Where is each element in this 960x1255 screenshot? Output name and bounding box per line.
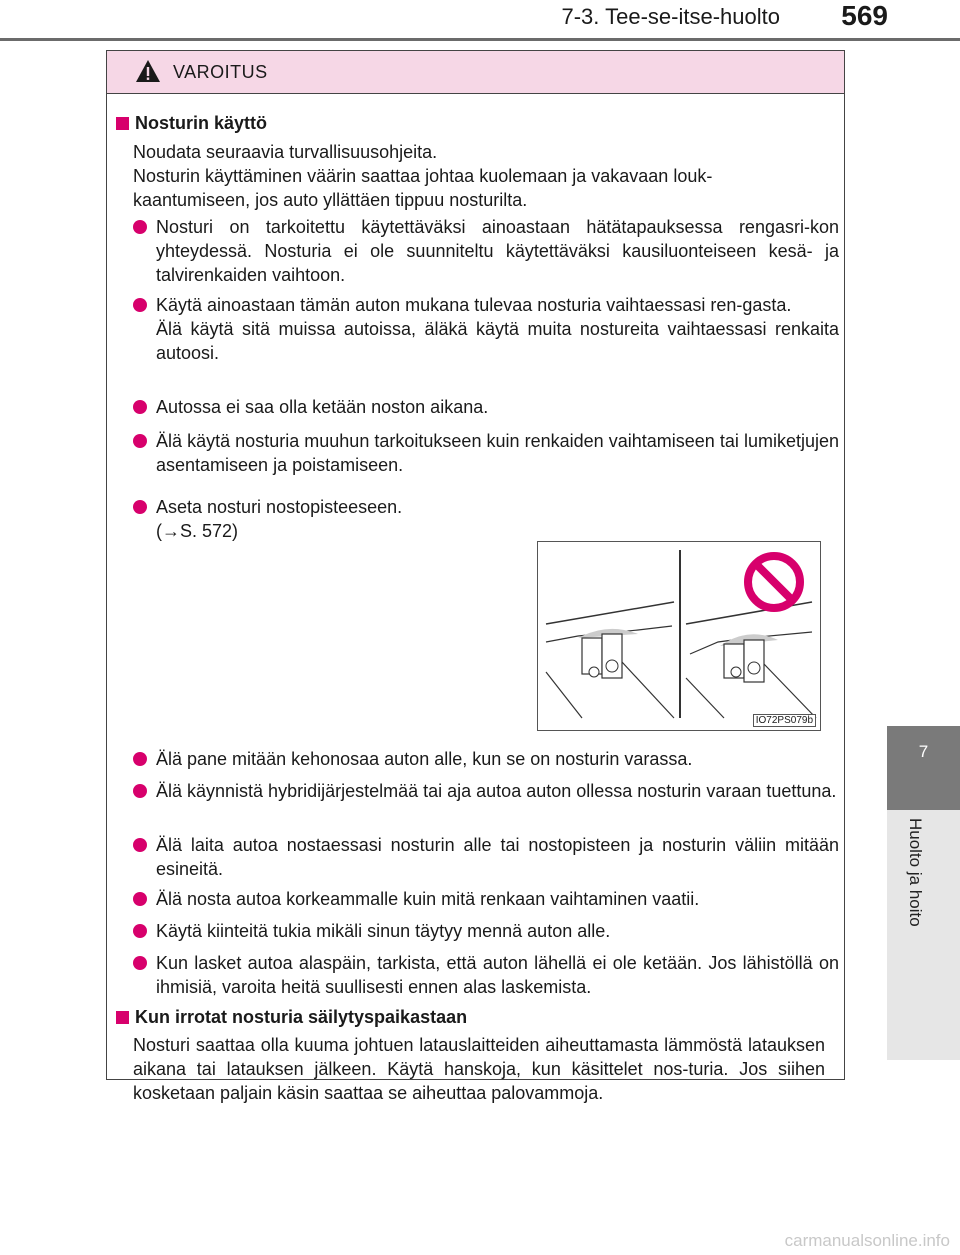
square-bullet-icon — [116, 1011, 129, 1024]
bullet-icon — [133, 838, 147, 852]
list-item: Nosturi on tarkoitettu käytettäväksi ainoastaan hätätapauksessa rengasri-kon yhteydessä. Nosturia ei ole suunniteltu käytettäväksi kausiluonteiseen kesä- ja talvirenkaiden vaihtoon. — [133, 215, 839, 287]
bullet-icon — [133, 220, 147, 234]
list-item: Käytä kiinteitä tukia mikäli sinun täytyy mennä auton alle. — [133, 919, 839, 943]
bullet-icon — [133, 434, 147, 448]
bullet-icon — [133, 752, 147, 766]
bullet-icon — [133, 400, 147, 414]
list-item: Autossa ei saa olla ketään noston aikana. — [133, 395, 839, 419]
list-item: Älä käynnistä hybridijärjestelmää tai aja autoa auton ollessa nosturin varaan tuettuna. — [133, 779, 839, 803]
section-heading-jack-removal: Kun irrotat nosturia säilytyspaikastaan — [116, 1007, 467, 1028]
square-bullet-icon — [116, 117, 129, 130]
warning-box — [106, 50, 845, 1103]
list-item: Älä pane mitään kehonosaa auton alle, kun se on nosturin varassa. — [133, 747, 839, 771]
warning-header — [107, 51, 844, 94]
list-item: Käytä ainoastaan tämän auton mukana tulevaa nosturia vaihtaessasi ren-gasta. Älä käytä sitä muissa autoissa, äläkä käytä muita nostureita vaihtaessasi renkaita autoosi. — [133, 293, 839, 365]
figure-code: IO72PS079b — [753, 714, 816, 727]
chapter-number: 7 — [918, 742, 929, 761]
list-item: Kun lasket autoa alaspäin, tarkista, että auton lähellä ei ole ketään. Jos lähistöllä on ihmisiä, varoita heitä suullisesti ennen alas laskemista. — [133, 951, 839, 999]
list-item: Aseta nosturi nostopisteeseen. (→S. 572) — [133, 495, 453, 543]
section-heading-jack-use: Nosturin käyttö — [116, 113, 267, 134]
list-item: Älä käytä nosturia muuhun tarkoitukseen kuin renkaiden vaihtamiseen tai lumiketjujen asentamiseen ja poistamiseen. — [133, 429, 839, 477]
bullet-icon — [133, 892, 147, 906]
bullet-icon — [133, 924, 147, 938]
jack-illustration — [538, 542, 820, 730]
jack-point-figure — [537, 541, 821, 731]
section-intro: Noudata seuraavia turvallisuusohjeita. Nosturin käyttäminen väärin saattaa johtaa kuolemaan ja vakavaan louk- kaantumiseen, jos auto yllättäen tippuu nosturilta. — [133, 142, 713, 210]
bullet-icon — [133, 956, 147, 970]
page-number: 569 — [841, 0, 888, 31]
warning-triangle-icon — [135, 59, 161, 83]
section-body: Nosturi saattaa olla kuuma johtuen latauslaitteiden aiheuttamasta lämmöstä latauksen aikana tai latauksen jälkeen. Käytä hanskoja, kun käsittelet nos-turia. Jos siihen kosketaan paljain käsin saattaa se aiheuttaa palovammoja. — [133, 1035, 825, 1103]
list-item: Älä laita autoa nostaessasi nosturin alle tai nostopisteen ja nosturin väliin mitään esineitä. — [133, 833, 839, 881]
bullet-icon — [133, 784, 147, 798]
watermark: carmanualsonline.info — [784, 1231, 950, 1250]
bullet-icon — [133, 298, 147, 312]
bullet-icon — [133, 500, 147, 514]
chapter-title: Huolto ja hoito — [906, 818, 925, 927]
header-rule — [0, 38, 960, 41]
list-item: Älä nosta autoa korkeammalle kuin mitä renkaan vaihtaminen vaatii. — [133, 887, 839, 911]
warning-title: VAROITUS — [173, 62, 268, 82]
chapter-tab[interactable] — [887, 726, 960, 810]
section-title: 7-3. Tee-se-itse-huolto — [561, 4, 780, 29]
